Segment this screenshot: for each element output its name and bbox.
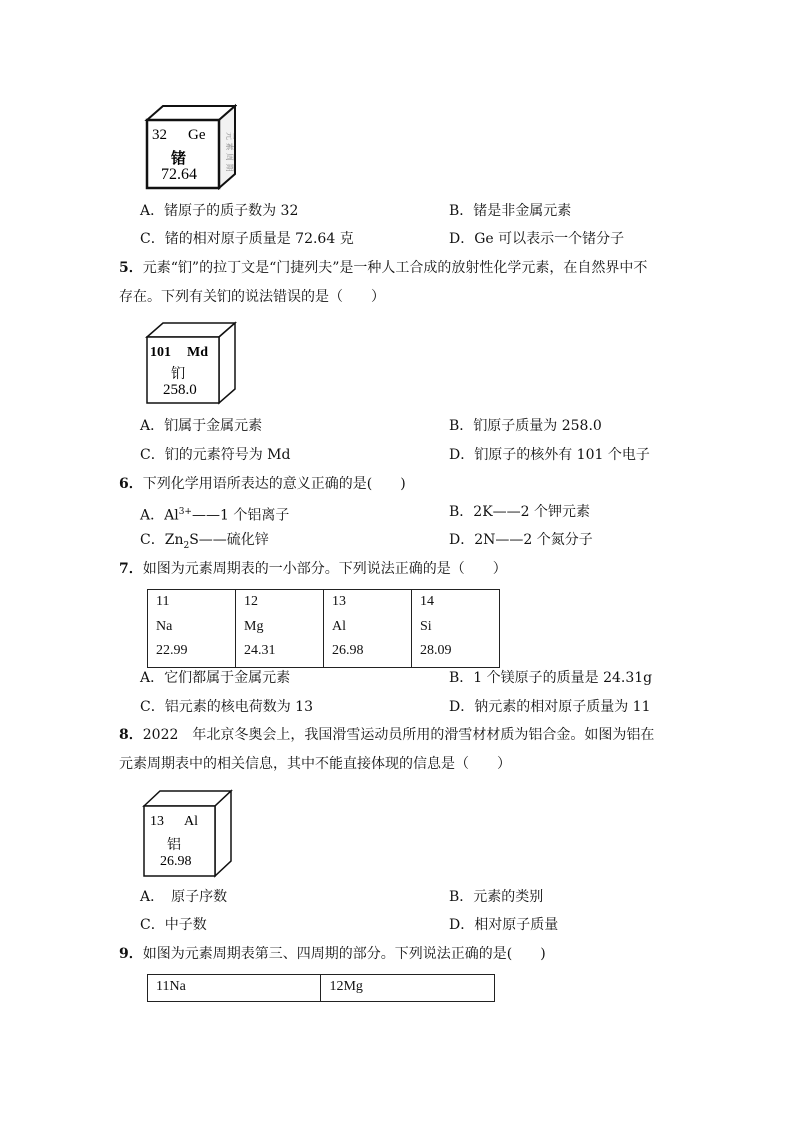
md-atomic-number: 101 <box>150 345 171 360</box>
cell-symbol: Na <box>156 618 173 634</box>
al-symbol: Al <box>184 814 198 829</box>
q8-option-d[interactable]: D．相对原子质量 <box>449 917 559 933</box>
cell-mass: 26.98 <box>332 643 364 658</box>
ge-atomic-number: 32 <box>152 127 167 143</box>
q9-cell-mg: 12Mg <box>321 975 495 1002</box>
q6-option-d[interactable]: D．2N——2 个氮分子 <box>449 532 593 548</box>
q7-option-a[interactable]: A．它们都属于金属元素 <box>140 670 291 686</box>
md-mass: 258.0 <box>163 382 197 398</box>
q7-option-c[interactable]: C．铝元素的核电荷数为 13 <box>140 699 313 715</box>
q7-cell-al <box>324 590 412 668</box>
ge-mass: 72.64 <box>161 166 197 183</box>
al-atomic-number: 13 <box>150 814 164 829</box>
q7-option-d[interactable]: D．钠元素的相对原子质量为 11 <box>449 699 651 715</box>
q6-stem-text: 下列化学用语所表达的意义正确的是( ) <box>142 476 406 492</box>
md-name: 钔 <box>171 367 185 382</box>
q8-stem-line2: 元素周期表中的相关信息，其中不能直接体现的信息是（ ） <box>119 756 511 772</box>
q9-cell-na: 11Na <box>148 975 321 1002</box>
cell-atomic-number: 12 <box>244 594 258 609</box>
q5-option-b[interactable]: B．钔原子质量为 258.0 <box>449 418 602 434</box>
ge-symbol: Ge <box>188 127 206 143</box>
q6-option-a[interactable] <box>140 502 289 526</box>
cell-symbol: Al <box>332 618 346 634</box>
q7-cell-mg <box>236 590 324 668</box>
q5-stem-line2: 存在。下列有关钔的说法错误的是（ ） <box>119 289 385 305</box>
q4-option-b[interactable]: B．锗是非金属元素 <box>449 203 572 219</box>
q7-stem-text: 如图为元素周期表的一小部分。下列说法正确的是（ ） <box>142 561 507 577</box>
q6-option-a-charge: 3+ <box>178 507 192 517</box>
q5-stem-line1 <box>119 258 647 278</box>
cell-mass: 28.09 <box>420 643 452 658</box>
q6-number: 6． <box>119 476 143 492</box>
q8-stem-line1 <box>119 725 654 745</box>
al-mass: 26.98 <box>160 854 192 869</box>
cell-mass: 22.99 <box>156 643 188 658</box>
q7-stem <box>119 559 507 579</box>
q6-option-b[interactable]: B．2K——2 个钾元素 <box>449 504 591 520</box>
q5-option-d[interactable]: D．钔原子的核外有 101 个电子 <box>449 447 650 463</box>
cell-symbol: Si <box>420 618 432 634</box>
q5-stem-text: 元素“钔”的拉丁文是“门捷列夫”是一种人工合成的放射性化学元素，在自然界中不 <box>142 260 648 276</box>
q7-cell-na <box>148 590 236 668</box>
q8-stem-text: 2022 年北京冬奥会上，我国滑雪运动员所用的滑雪材材质为铝合金。如图为铝在 <box>142 727 655 743</box>
q5-option-c[interactable]: C．钔的元素符号为 Md <box>140 447 291 463</box>
q9-number: 9． <box>119 946 143 962</box>
cell-symbol: Mg <box>244 618 264 634</box>
q7-option-b[interactable]: B．1 个镁原子的质量是 24.31g <box>449 670 653 686</box>
q4-option-a[interactable]: A．锗原子的质子数为 32 <box>140 203 299 219</box>
md-symbol: Md <box>187 345 208 360</box>
cell-atomic-number: 11 <box>156 594 170 609</box>
cell-mass: 24.31 <box>244 643 276 658</box>
q6-stem <box>119 474 406 494</box>
q9-stem <box>119 944 546 964</box>
q6-option-c[interactable] <box>140 530 269 556</box>
q6-option-c-text: S——硫化锌 <box>189 532 269 548</box>
q7-periodic-table <box>147 589 500 668</box>
q4-option-c[interactable]: C．锗的相对原子质量是 72.64 克 <box>140 231 354 247</box>
q9-stem-text: 如图为元素周期表第三、四周期的部分。下列说法正确的是( ) <box>142 946 546 962</box>
svg-text:元 素 周 期: 元 素 周 期 <box>225 132 234 172</box>
q4-option-d[interactable]: D．Ge 可以表示一个锗分子 <box>449 231 625 247</box>
al-name: 铝 <box>167 838 181 853</box>
q6-option-c-symbol: C．Zn <box>140 532 184 548</box>
q6-option-c-subscript: 2 <box>183 540 190 551</box>
q8-option-c[interactable]: C．中子数 <box>140 917 207 933</box>
q7-number: 7． <box>119 561 143 577</box>
q8-option-a[interactable]: A． 原子序数 <box>140 889 228 905</box>
q6-option-a-text: ——1 个铝离子 <box>191 507 290 524</box>
q8-number: 8． <box>119 727 143 743</box>
q5-number: 5． <box>119 260 143 276</box>
q6-option-a-symbol: A．Al <box>140 507 179 524</box>
ge-name: 锗 <box>171 151 187 167</box>
q7-cell-si <box>412 590 500 668</box>
q5-option-a[interactable]: A．钔属于金属元素 <box>140 418 263 434</box>
cell-atomic-number: 14 <box>420 594 434 609</box>
q9-periodic-table <box>147 974 495 1002</box>
cell-atomic-number: 13 <box>332 594 346 609</box>
q8-option-b[interactable]: B．元素的类别 <box>449 889 544 905</box>
